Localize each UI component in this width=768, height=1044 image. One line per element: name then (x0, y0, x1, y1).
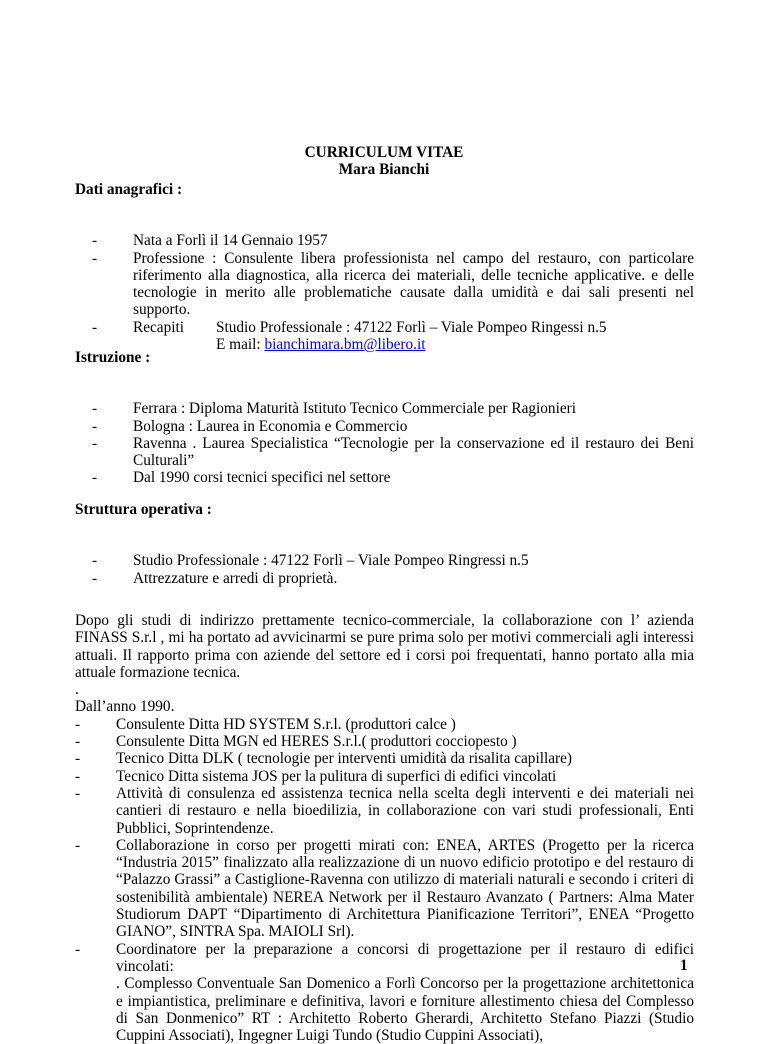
recapiti-label: Recapiti (133, 318, 184, 336)
list-item: - Consulente Ditta HD SYSTEM S.r.l. (produttori calce ) (58, 716, 694, 733)
list-item: - Consulente Ditta MGN ed HERES S.r.l.( produttori cocciopesto ) (58, 733, 694, 750)
since-label: Dall’anno 1990. (75, 698, 175, 716)
cv-name: Mara Bianchi (338, 161, 430, 179)
list-item: - Attrezzature e arredi di proprietà. (75, 570, 694, 587)
list-item: - Tecnico Ditta DLK ( tecnologie per interventi umidità da risalita capillare) (58, 750, 694, 767)
coordinator-text: Coordinatore per la preparazione a concorsi di progettazione per il restauro di edifici vincolati: (116, 940, 694, 975)
list-item: - Tecnico Ditta sistema JOS per la pulitura di superfici di edifici vincolati (58, 768, 694, 785)
list-item: - Dal 1990 corsi tecnici specifici nel settore (75, 469, 694, 486)
section-heading: Dati anagrafici : (75, 181, 183, 198)
intro-paragraph: Dopo gli studi di indirizzo prettamente tecnico-commerciale, la collaborazione con l’ azienda FINASS S.r.l , mi ha portato ad avvicinarmi se pure prima solo per motivi commerciali agli interessi attuali. Il rapporto prima con aziende del settore ed i corsi poi frequentati, hanno portato alla mia attuale formazione tecnica. (75, 612, 694, 681)
separator-dot: . (75, 681, 79, 699)
section-dati-anagrafici (75, 181, 694, 353)
competition-text: . Complesso Conventuale San Domenico a Forlì Concorso per la progettazione architettonica e impiantistica, preliminare e definitiva, lavori e forniture allestimento chiesa del Complesso di San Donmenico” RT : Architetto Roberto Gherardi, Architetto Stefano Piazzi (Studio Cuppini Associati), Ingegner Luigi Tundo (Studio Cuppini Associati), (116, 975, 694, 1044)
section-heading: Istruzione : (75, 349, 151, 366)
address: Studio Professionale : 47122 Forlì – Viale Pompeo Ringessi n.5 (216, 318, 607, 336)
section-struttura (75, 501, 694, 587)
section-istruzione (75, 349, 694, 487)
list-item (58, 941, 694, 1044)
list-item: - Professione : Consulente libera professionista nel campo del restauro, con particolare riferimento alla diagnostica, alla ricerca dei materiali, delle tecniche applicative. e delle tecnologie in merito alle problematiche causate dalla umidità e dai sali presenti nel supporto. (75, 250, 694, 319)
list-item: - Attività di consulenza ed assistenza tecnica nella scelta degli interventi e dei materiali nei cantieri di restauro e nella bioedilizia, in collaborazione con vari studi professionali, Enti Pubblici, Soprintendenze. (58, 785, 694, 837)
email-link[interactable]: bianchimara.bm@libero.it (264, 336, 426, 354)
list-item: - Studio Professionale : 47122 Forlì – Viale Pompeo Ringressi n.5 (75, 552, 694, 569)
list-item: - Nata a Forlì il 14 Gennaio 1957 (75, 232, 694, 249)
document-title (0, 144, 768, 179)
list-item: - Ravenna . Laurea Specialistica “Tecnologie per la conservazione ed il restauro dei Beni Culturali” (75, 435, 694, 470)
email-label: E mail: (216, 336, 265, 354)
section-experience (75, 612, 694, 1044)
section-heading: Struttura operativa : (75, 501, 212, 518)
list-item: - Collaborazione in corso per progetti mirati con: ENEA, ARTES (Progetto per la ricerca “Industria 2015” finalizzato alla realizzazione di un nuovo edificio prototipo e del restauro di “Palazzo Grassi” a Castiglione-Ravenna con utilizzo di materiali naturali e secondo i criteri di sostenibilità ambientale) NEREA Network per il Restauro Avanzato ( Partners: Alma Mater Studiorum DAPT “Dipartimento di Architettura Pianificazione Territori”, ENEA “Progetto GIANO”, SINTRA Spa. MAIOLI Srl). (58, 837, 694, 941)
page-number: 1 (680, 957, 688, 974)
list-item: - Bologna : Laurea in Economia e Commercio (75, 418, 694, 435)
list-item: - Ferrara : Diploma Maturità Istituto Tecnico Commerciale per Ragionieri (75, 400, 694, 417)
cv-title: CURRICULUM VITAE (304, 144, 464, 161)
